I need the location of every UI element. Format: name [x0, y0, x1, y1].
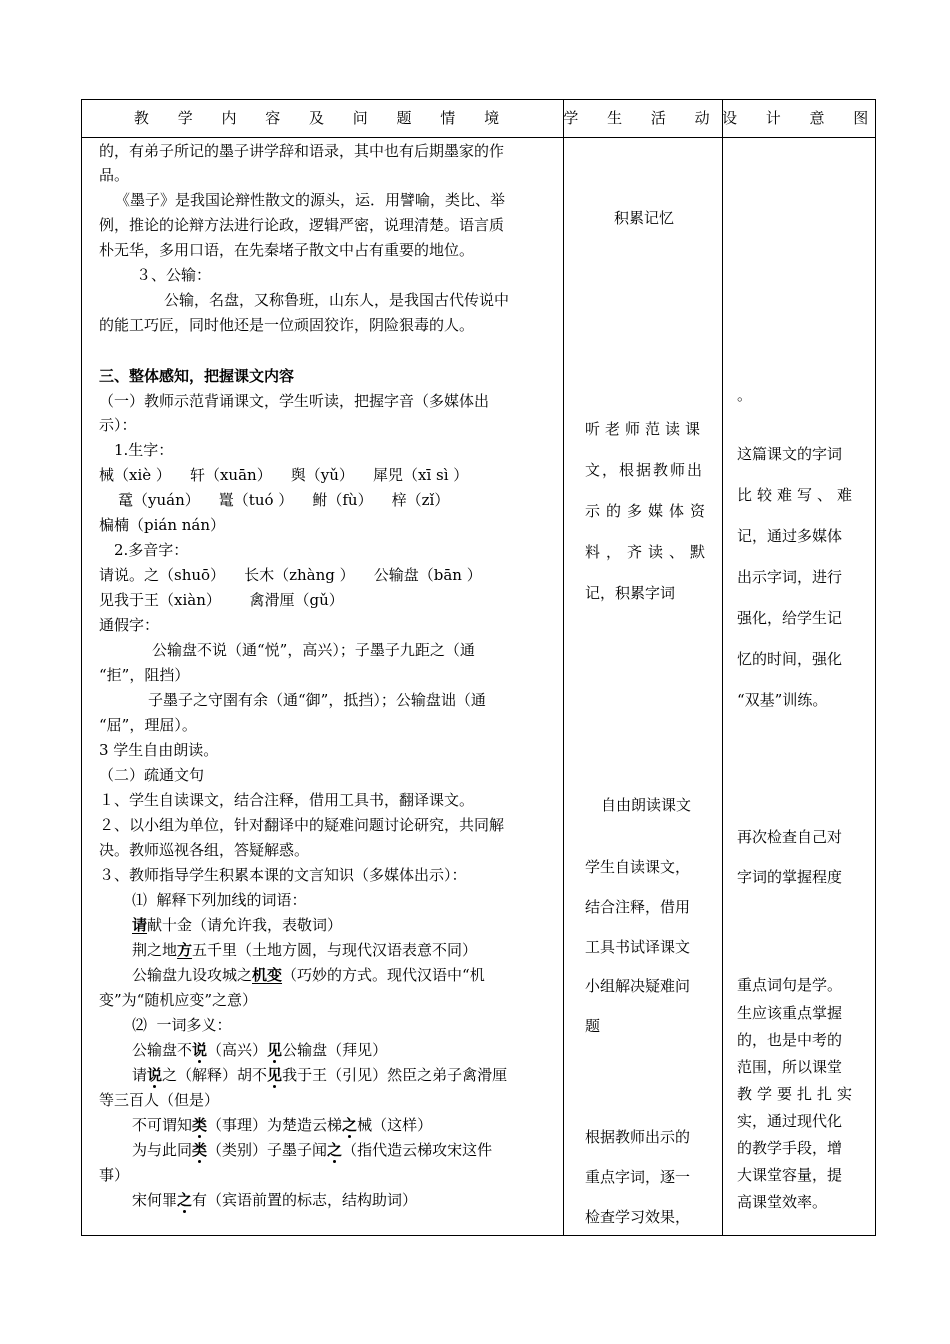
text-line: 《墨子》是我国论辩性散文的源头，运．用譬喻，类比、举 [115, 191, 506, 209]
activity-text: 料，齐读、默 [585, 543, 712, 561]
intent-text: 再次检查自己对 [737, 828, 843, 846]
text-line: 鼋（yuán） 鼍（tuó ） 鲋（fù） 梓（zǐ） [118, 491, 450, 509]
text-span: 之（解释）胡不 [162, 1066, 268, 1084]
text-line [132, 1188, 417, 1212]
intent-text: 生应该重点掌握 [737, 1004, 843, 1022]
text-line: 示）： [99, 416, 137, 434]
intent-text: 强化，给学生记 [737, 609, 843, 627]
activity-text: 文，根据教师出 [585, 461, 705, 479]
activity-text: 检查学习效果， [585, 1208, 691, 1226]
section-heading: 三、整体感知，把握课文内容 [99, 367, 295, 385]
intent-text: 的教学手段，增 [737, 1139, 843, 1157]
text-line [132, 1063, 507, 1087]
text-line: 楄楠（pián nán） [99, 516, 226, 534]
underlined-word: 方 [177, 941, 193, 959]
text-line: １、学生自读课文，结合注释，借用工具书，翻译课文。 [99, 791, 475, 809]
text-span: 宋何罪 [132, 1191, 178, 1209]
text-span: 请 [132, 1066, 148, 1084]
text-line [132, 963, 485, 987]
text-span: 为与此同 [132, 1141, 193, 1159]
dotted-word: 见 [267, 1066, 283, 1084]
header-student: 学 生 活 动 [563, 109, 722, 127]
text-line: ⑵ 一词多义： [132, 1016, 232, 1034]
activity-text: 示的多媒体资 [585, 502, 712, 520]
text-line: 公输，名盘，又称鲁班，山东人，是我国古代传说中 [164, 291, 510, 309]
text-line: 的，有弟子所记的墨子讲学辞和语录，其中也有后期墨家的作 [99, 142, 505, 160]
text-line: ⑴ 解释下列加线的词语： [132, 891, 307, 909]
text-span: 公输盘不 [132, 1041, 193, 1059]
activity-text: 记，积累字词 [585, 584, 676, 602]
text-line: “拒”，阻挡） [99, 666, 190, 684]
column-divider [563, 100, 564, 1235]
text-line: 3 学生自由朗读。 [99, 741, 219, 759]
dotted-word: 类 [192, 1141, 208, 1159]
activity-text: 听老师范读课 [585, 420, 706, 438]
text-line: （一）教师示范背诵课文，学生听读，把握字音（多媒体出 [99, 392, 490, 410]
text-line: 的能工巧匠，同时他还是一位顽固狡诈，阴险狠毒的人。 [99, 316, 475, 334]
intent-text: 这篇课文的字词 [737, 445, 843, 463]
text-line: ２、以小组为单位，针对翻译中的疑难问题讨论研究，共同解 [99, 816, 505, 834]
activity-text: 小组解决疑难问 [585, 977, 691, 995]
intent-text: 教学要扎扎实 [737, 1085, 858, 1103]
underlined-word: 请 [132, 916, 148, 934]
text-line: “屈”，理屈）。 [99, 716, 197, 734]
intent-text: 忆的时间，强化 [737, 650, 843, 668]
text-line: （二）疏通文句 [99, 766, 205, 784]
text-line: 1.生字： [114, 441, 174, 459]
dotted-word: 见 [267, 1041, 283, 1059]
activity-text: 自由朗读课文 [601, 796, 692, 814]
activity-text: 题 [585, 1017, 601, 1035]
dotted-word: 类 [192, 1116, 208, 1134]
header-intent: 设 计 意 图 [722, 109, 881, 127]
dotted-word: 说 [147, 1066, 163, 1084]
text-line [132, 913, 342, 937]
text-line: 见我于王（xiàn） 禽滑厘（gǔ） [99, 591, 344, 609]
activity-text: 重点字词，逐一 [585, 1168, 691, 1186]
activity-text: 学生自读课文， [585, 858, 691, 876]
text-span: 公输盘（拜见） [282, 1041, 388, 1059]
text-line: 械（xiè ） 轩（xuān） 舆（yǔ） 犀兕（xī sì ） [99, 466, 469, 484]
intent-text: 大课堂容量，提 [737, 1166, 843, 1184]
text-line: 子墨子之守圉有余（通“御”，抵挡）；公输盘诎（通 [148, 691, 486, 709]
text-line [132, 1138, 492, 1162]
dotted-word: 之 [327, 1141, 343, 1159]
header-divider [82, 137, 875, 138]
text-span: 械（这样） [357, 1116, 433, 1134]
intent-text: “双基”训练。 [737, 691, 828, 709]
text-span: （指代造云梯攻宋这件 [342, 1141, 493, 1159]
dotted-word: 之 [177, 1191, 193, 1209]
activity-text: 积累记忆 [614, 209, 675, 227]
intent-text: 重点词句是学。 [737, 976, 843, 994]
intent-text: 。 [737, 386, 753, 404]
dotted-word: 说 [192, 1041, 208, 1059]
text-line: 例，推论的论辩方法进行论政，逻辑严密，说理清楚。语言质 [99, 216, 505, 234]
text-line: 决。教师巡视各组，答疑解惑。 [99, 841, 310, 859]
text-span: 不可谓知 [132, 1116, 193, 1134]
intent-text: 的，也是中考的 [737, 1031, 843, 1049]
text-line [132, 1113, 432, 1137]
text-line [132, 938, 477, 962]
text-line: 2.多音字： [114, 541, 189, 559]
text-span: （高兴） [207, 1041, 268, 1059]
text-line: 等三百人（但是） [99, 1091, 220, 1109]
text-line: 朴无华，多用口语，在先秦堵子散文中占有重要的地位。 [99, 241, 475, 259]
intent-text: 范围，所以课堂 [737, 1058, 843, 1076]
dotted-word: 之 [342, 1116, 358, 1134]
text-line: ３、公输： [136, 266, 212, 284]
text-span: 荆之地 [132, 941, 178, 959]
text-line [132, 1038, 387, 1062]
text-line: 公输盘不说（通“悦”，高兴）；子墨子九距之（通 [152, 641, 475, 659]
text-span: 献十金（请允许我，表敬词） [147, 916, 343, 934]
text-span: 公输盘九设攻城之 [132, 966, 253, 984]
text-span: 有（宾语前置的标志，结构助词） [192, 1191, 418, 1209]
text-span: 五千里（土地方圆，与现代汉语表意不同） [192, 941, 478, 959]
intent-text: 高课堂效率。 [737, 1193, 828, 1211]
underlined-word: 机变 [252, 966, 283, 984]
text-line: 品。 [99, 166, 130, 184]
activity-text: 结合注释，借用 [585, 898, 691, 916]
text-line: 事） [99, 1166, 130, 1184]
activity-text: 根据教师出示的 [585, 1128, 691, 1146]
text-span: （事理）为楚造云梯 [207, 1116, 343, 1134]
text-span: （类别）子墨子闻 [207, 1141, 328, 1159]
text-line: 变”为“随机应变”之意） [99, 991, 258, 1009]
intent-text: 实，通过现代化 [737, 1112, 843, 1130]
column-divider [722, 100, 723, 1235]
activity-text: 工具书试译课文 [585, 938, 691, 956]
header-content: 教 学 内 容 及 问 题 情 境 [133, 109, 512, 127]
intent-text: 字词的掌握程度 [737, 868, 843, 886]
text-line: 通假字： [99, 616, 160, 634]
text-line: 请说。之（shuō） 长木（zhàng ） 公输盘（bān ） [99, 566, 482, 584]
intent-text: 比较难写、难 [737, 486, 858, 504]
text-line: ３、教师指导学生积累本课的文言知识（多媒体出示）： [99, 866, 467, 884]
text-span: 我于王（引见）然臣之弟子禽滑厘 [282, 1066, 508, 1084]
text-span: （巧妙的方式。现代汉语中“机 [282, 966, 485, 984]
intent-text: 出示字词，进行 [737, 568, 843, 586]
intent-text: 记，通过多媒体 [737, 527, 843, 545]
